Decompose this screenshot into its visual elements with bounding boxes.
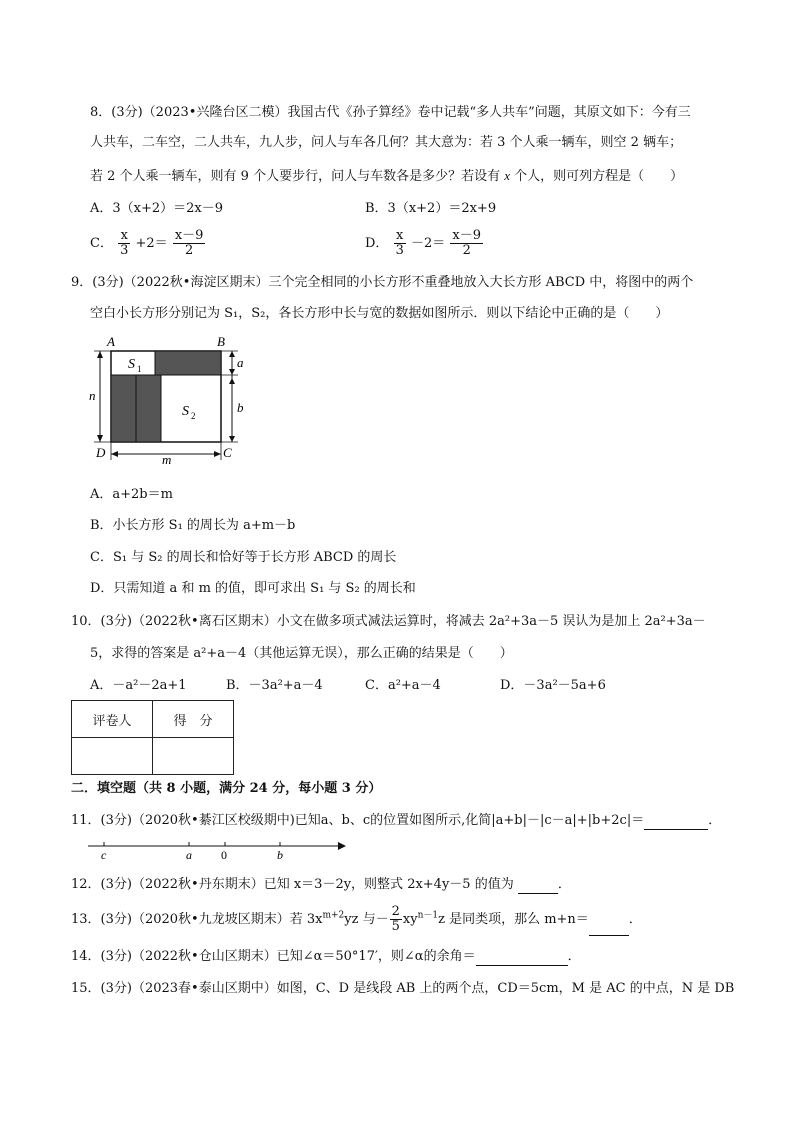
q13-text: [71, 904, 642, 936]
q11-number-line: [88, 836, 353, 862]
q8-line1: 8．(3分)（2023•兴隆台区二模）我国古代《孙子算经》卷中记载“多人共车”问题，其原文如下：今有三: [90, 105, 691, 120]
q9-option-c: C．S₁ 与 S₂ 的周长和恰好等于长方形 ABCD 的周长: [90, 550, 397, 565]
q8-line3-c: 个人，则可列方程是（ ）: [514, 169, 684, 184]
q14-end: ．: [567, 949, 581, 964]
score-table-header-score: 得 分: [153, 701, 234, 738]
dimension-n-label: n: [89, 388, 96, 403]
q15-text: 15．(3分)（2023春•泰山区期中）如图，C、D 是线段 AB 上的两个点，CD＝5cm，M 是 AC 的中点，N 是 DB: [71, 981, 735, 996]
q8-option-a: A．3（x+2）＝2x－9: [90, 201, 224, 216]
q8-option-d-label: D．: [365, 236, 389, 251]
dimension-a-label: a: [237, 355, 244, 370]
q11-answer-blank[interactable]: [644, 815, 708, 830]
q9-option-b: B．小长方形 S₁ 的周长为 a+m－b: [90, 518, 296, 533]
q11-end: ．: [708, 813, 722, 828]
s2-label: S: [182, 404, 189, 419]
q11-text: [71, 812, 721, 830]
point-b-label: b: [277, 848, 283, 862]
q13-answer-blank[interactable]: [589, 921, 629, 936]
q9-line1: 9．(3分)（2022秋•海淀区期末）三个完全相同的小长方形不重叠地放入大长方形 ABCD 中，将图中的两个: [71, 275, 694, 290]
q9-option-d: D．只需知道 a 和 m 的值，即可求出 S₁ 与 S₂ 的周长和: [90, 581, 416, 596]
q10-option-a: A．－a²－2a+1: [90, 678, 187, 693]
q8-option-d: [365, 228, 484, 260]
q8-option-c-fraction-2: $\frac{x-9}{2}$: [174, 228, 204, 258]
s1-subscript: 1: [137, 364, 142, 374]
q13-mid1: yz 与－: [344, 912, 389, 927]
q11-prompt: 11．(3分)（2020秋•綦江区校级期中)已知a、b、c的位置如图所示,化简|a+b|－|c－a|+|b+2c|＝: [71, 813, 645, 828]
q9-line2: 空白小长方形分别记为 S₁，S₂，各长方形中长与宽的数据如图所示．则以下结论中正确的是（ ）: [90, 306, 669, 321]
q13-end: ．: [628, 912, 642, 927]
dimension-m-label: m: [162, 452, 172, 465]
point-c-label: c: [101, 848, 107, 862]
q8-line3-var: x: [504, 168, 510, 183]
score-cell[interactable]: [153, 738, 234, 775]
q14-text: [71, 948, 581, 966]
q8-option-d-mid: －2＝: [411, 236, 446, 251]
grader-cell[interactable]: [72, 738, 153, 775]
q12-answer-blank[interactable]: [518, 879, 558, 894]
q8-option-c-label: C．: [90, 236, 113, 251]
q8-option-c-fraction-1: $\frac{x}{3}$: [120, 228, 129, 258]
section-2-heading: 二．填空题（共 8 小题，满分 24 分，每小题 3 分）: [71, 781, 382, 796]
small-rectangle-left-2: [136, 375, 161, 442]
q10-option-d: D．－3a²－5a+6: [500, 678, 606, 693]
q8-line3-a: 若 2 个人乘一辆车，则有 9 个人要步行，问人与车数各是多少？若设有: [90, 169, 501, 184]
q13-exponent-1: m+2: [322, 910, 345, 921]
s1-label: S: [128, 357, 135, 372]
s2-subscript: 2: [191, 411, 196, 421]
q12-prompt: 12．(3分)（2022秋•丹东期末）已知 x＝3－2y，则整式 2x+4y－5 的值为: [71, 877, 514, 892]
q10-option-b: B．－3a²+a－4: [226, 678, 323, 693]
q13-pre: 13．(3分)（2020秋•九龙坡区期末）若 3x: [71, 912, 323, 927]
dimension-b-label: b: [237, 400, 244, 415]
q13-fraction: $\frac{2}{5}$: [391, 904, 400, 934]
vertex-c-label: C: [223, 445, 232, 460]
point-a-label: a: [186, 848, 192, 862]
score-table: [71, 700, 234, 775]
q10-line2: 5，求得的答案是 a²+a－4（其他运算无误），那么正确的结果是（ ）: [90, 646, 513, 661]
score-table-header-grader: 评卷人: [72, 701, 153, 738]
q10-line1: 10．(3分)（2022秋•离石区期末）小文在做多项式减法运算时，将减去 2a²+3a－5 误认为是加上 2a²+3a－: [71, 614, 706, 629]
q13-mid2: xy: [402, 912, 418, 927]
vertex-a-label: A: [107, 334, 115, 349]
q8-option-d-fraction-1: $\frac{x}{3}$: [395, 228, 404, 258]
q12-end: ．: [557, 877, 571, 892]
q8-option-b: B．3（x+2）＝2x+9: [365, 201, 497, 216]
q12-text: [71, 876, 571, 894]
q14-answer-blank[interactable]: [476, 951, 568, 966]
q9-figure: [80, 330, 260, 465]
q8-option-c-mid: +2＝: [135, 236, 168, 251]
vertex-d-label: D: [96, 445, 106, 460]
q8-option-d-fraction-2: $\frac{x-9}{2}$: [452, 228, 482, 258]
vertex-b-label: B: [217, 334, 225, 349]
small-rectangle-left-1: [111, 375, 136, 442]
q8-line2: 人共车，二车空，二人共车，九人步，问人与车各几何？其大意为：若 3 个人乘一辆车，则空 2 辆车；: [90, 135, 683, 150]
q8-line3: [90, 167, 683, 186]
q14-prompt: 14．(3分)（2022秋•仓山区期末）已知∠α＝50°17′，则∠α的余角＝: [71, 949, 476, 964]
q13-exponent-2: n－1: [417, 910, 439, 921]
origin-label: 0: [221, 848, 227, 862]
q13-post: z 是同类项，那么 m+n＝: [438, 912, 589, 927]
small-rectangle-top: [155, 351, 221, 375]
q9-option-a: A．a+2b＝m: [90, 487, 173, 502]
q10-option-c: C．a²+a－4: [365, 678, 441, 693]
q8-option-c: [90, 228, 206, 260]
